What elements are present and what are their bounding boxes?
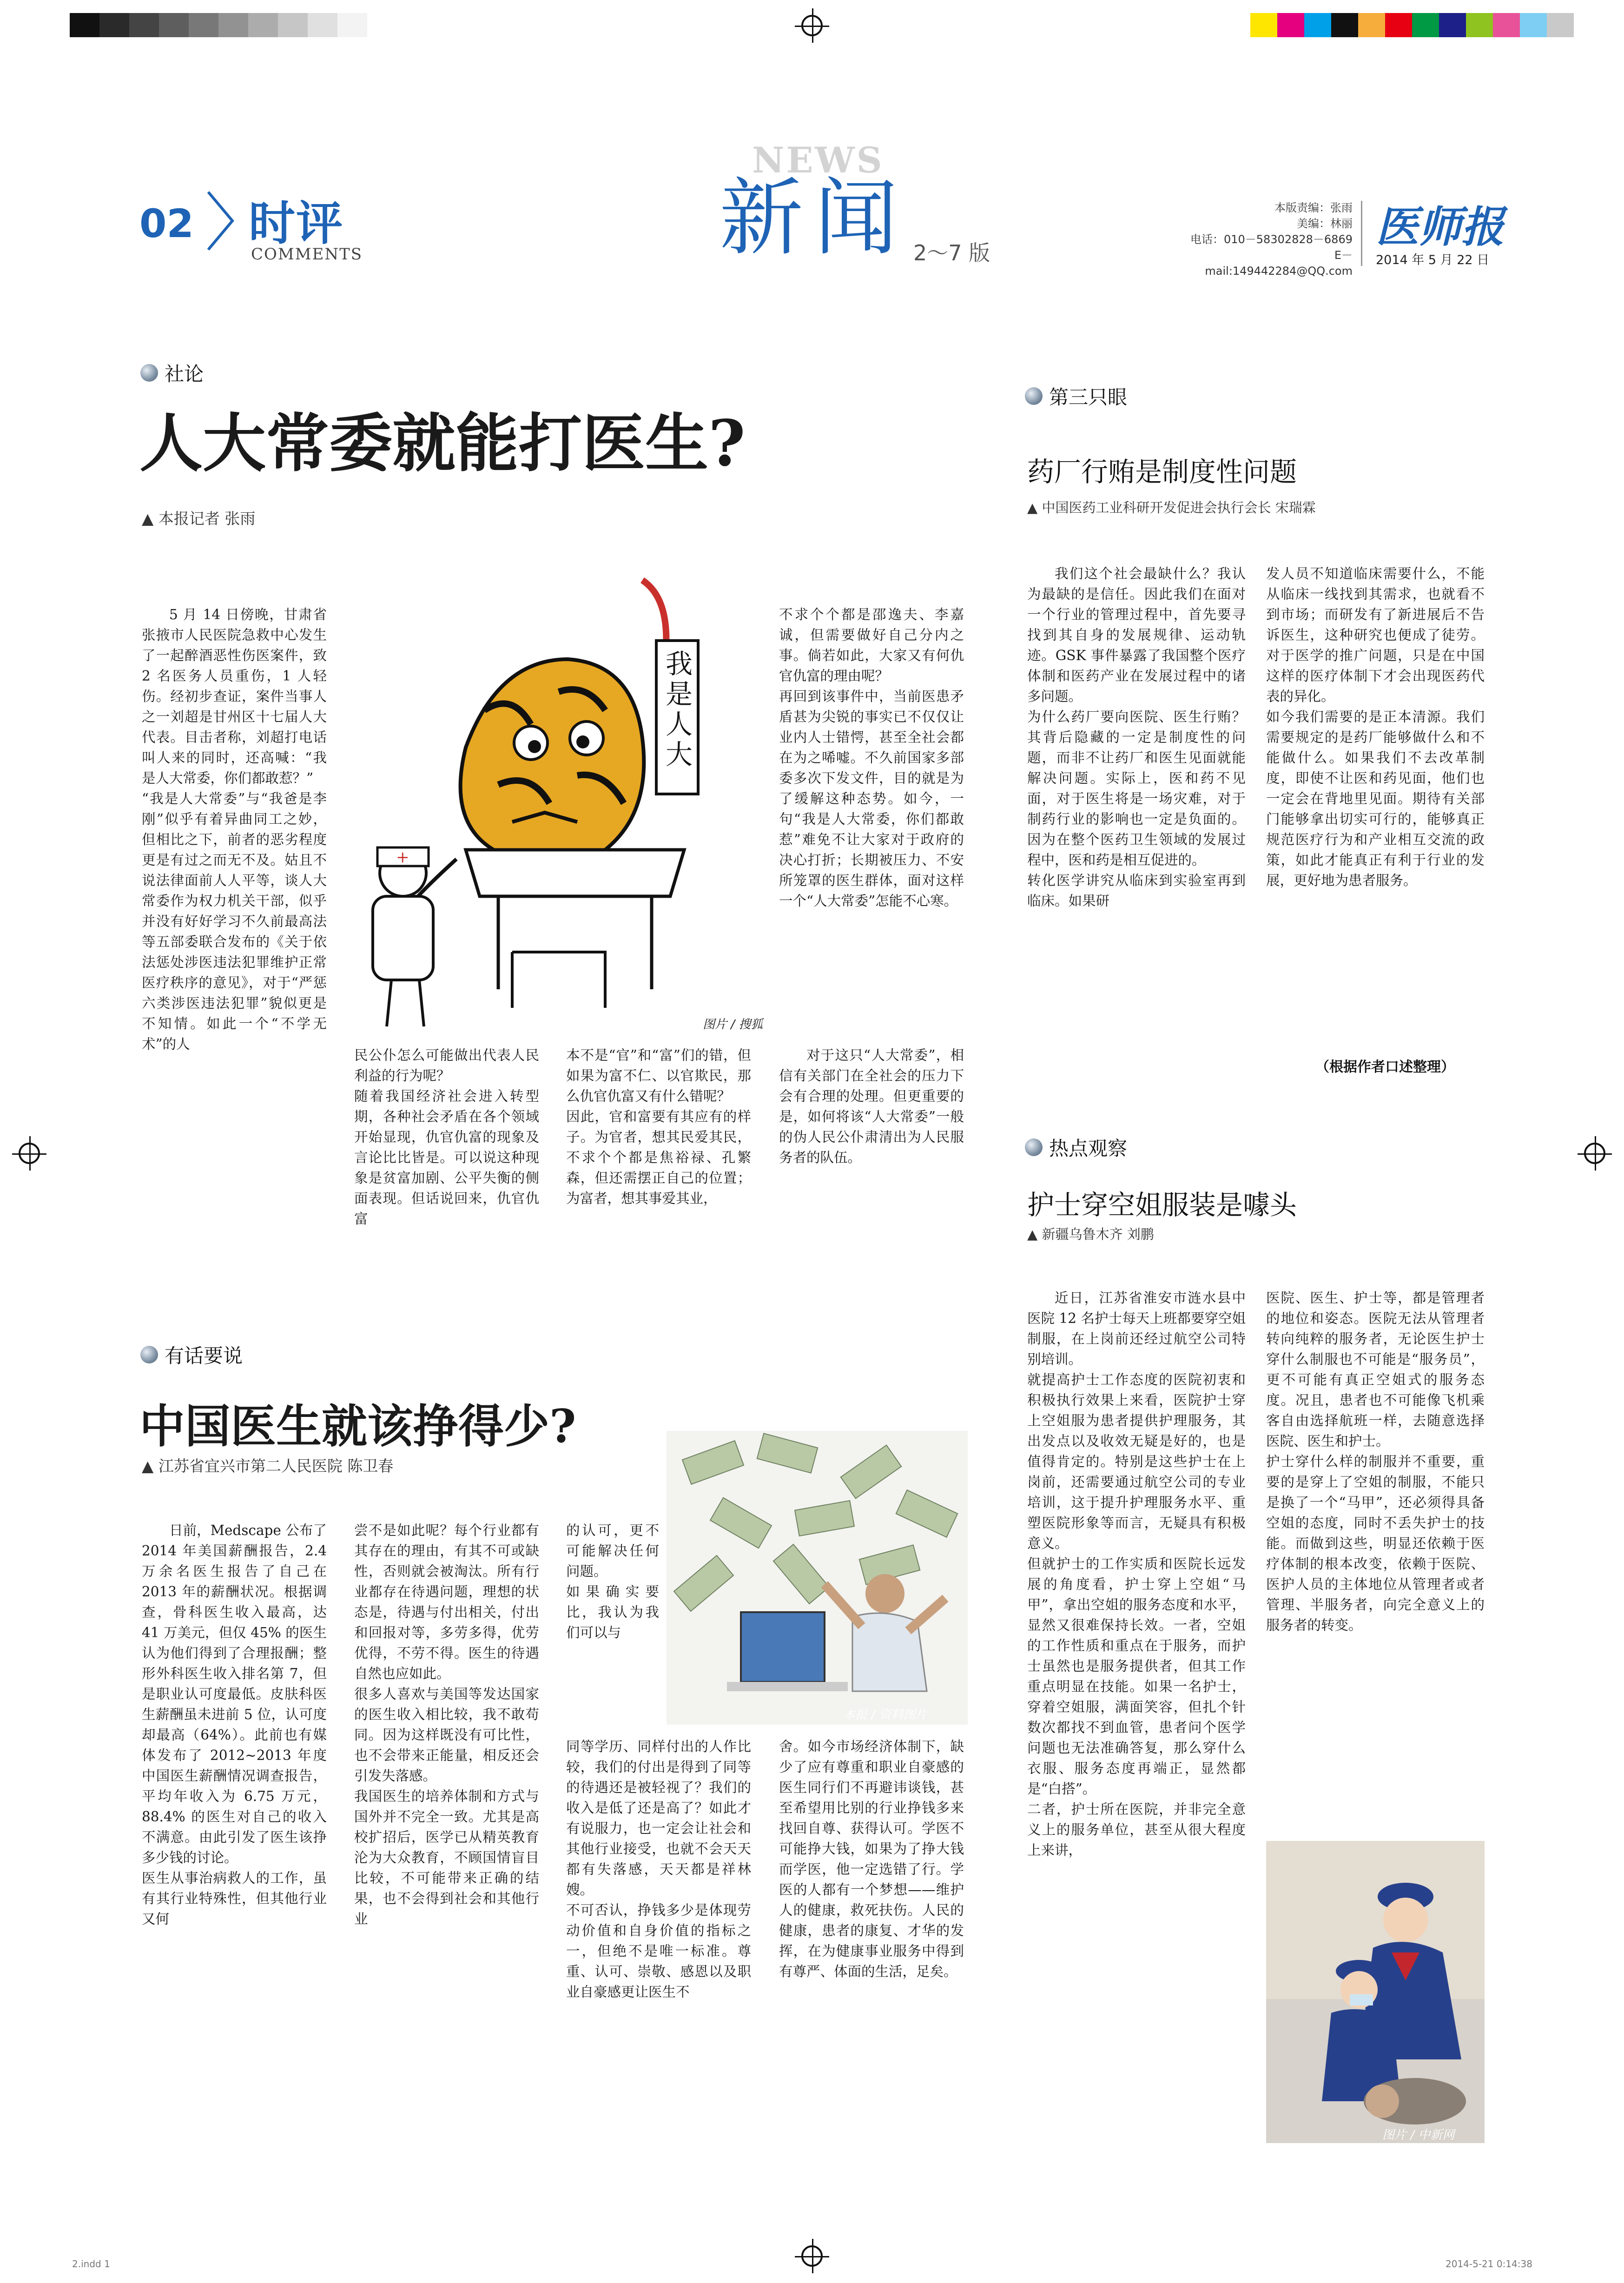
- bullet-icon: [140, 1346, 158, 1363]
- section-title: 时评: [249, 196, 343, 251]
- article2-col1: 日前，Medscape 公布了 2014 年美国薪酬报告，2.4 万余名医生报告了自己在 2013 年的薪酬状况。根据调查，骨科医生收入最高，达 41 万美元，但仅 45% 的医生认为他们得到了合理报酬；整形外科医生收入排名第 7，但是职业认可度最低。皮肤科医生薪酬虽未进前 5 位，认可度却最高（64%）。此前也有媒体发布了 2012~2013 年度中国医生薪酬情况调查报告，平均年收入为 6.75 万元，88.4% 的医生对自己的收入不满意。由此引发了医生该挣多少钱的讨论。 医生从事治病救人的工作，虽有其行业特殊性，但其他行业又何: [142, 1522, 327, 1927]
- gray-swatch: [70, 13, 99, 37]
- gray-swatch: [159, 13, 189, 37]
- color-swatch: [1304, 13, 1331, 37]
- paper-logo: 医师报: [1376, 202, 1505, 252]
- page-number: 02: [139, 201, 194, 246]
- tiger-illustration: [345, 571, 772, 1036]
- issue-date: 2014 年 5 月 22 日: [1376, 253, 1490, 267]
- gray-swatch: [278, 13, 308, 37]
- nurse-photo: [1266, 1841, 1485, 2143]
- svg-text:是: 是: [666, 678, 693, 710]
- footer-file: 2.indd 1: [72, 2258, 110, 2270]
- section-tag-editorial: [140, 359, 204, 387]
- section-tag-third-eye: [1025, 382, 1127, 410]
- color-swatch: [1385, 13, 1412, 37]
- gray-swatch: [218, 13, 248, 37]
- registration-mark-bottom: [801, 2245, 823, 2267]
- money-photo: [667, 1431, 968, 1725]
- article1-col2b: 本不是“官”和“富”们的错，但如果为富不仁、以官欺民，那么仇官仇富又有什么错呢？ 因此，官和富要有其应有的样子。为官者，想其民爱其民，不求个个都是焦裕禄、孔繁森，但还需摆正自己的位置；为富者，想其事爱其业，: [566, 1047, 751, 1206]
- bullet-icon: [1025, 387, 1043, 405]
- news-label-en: NEWS: [752, 139, 884, 181]
- section-tag-opinion: [140, 1341, 243, 1369]
- gray-swatch: [248, 13, 278, 37]
- article3-col1: 我们这个社会最缺什么？我认为最缺的是信任。因此我们在面对一个行业的管理过程中，首先要寻找到其自身的发展规律、运动轨迹。GSK 事件暴露了我国整个医疗体制和医药产业在发展过程中的诸多问题。 为什么药厂要向医院、医生行贿？其背后隐藏的一定是制度性的问题，而非不让药厂和医生见面就能解决问题。实际上，医和药不见面，对于医生将是一场灾难，对于制药行业的影响也一定是负面的。因为在整个医药卫生领域的发展过程中，医和药是相互促进的。 转化医学讲究从临床到实验室再到临床。如果研: [1027, 566, 1246, 909]
- color-swatch: [1493, 13, 1520, 37]
- editor-info: [1190, 200, 1353, 279]
- color-swatch: [1277, 13, 1304, 37]
- headline-1: 人大常委就能打医生?: [139, 406, 746, 481]
- color-swatch: [1358, 13, 1385, 37]
- footer-timestamp: 2014-5-21 0:14:38: [1446, 2258, 1532, 2270]
- bullet-icon: [1025, 1138, 1043, 1156]
- color-swatch: [1331, 13, 1358, 37]
- headline-2: 中国医生就该挣得少?: [139, 1400, 576, 1453]
- tag-label: 热点观察: [1049, 1137, 1128, 1160]
- article3-note: （根据作者口述整理）: [1315, 1059, 1455, 1075]
- byline-4: ▲ 新疆乌鲁木齐 刘鹏: [1027, 1226, 1154, 1242]
- svg-text:我: 我: [666, 648, 693, 680]
- article2-col3b: 同等学历、同样付出的人作比较，我们的付出是得到了同等的待遇还是被轻视了？我们的收入是低了还是高了？如此才有说服力，也一定会让社会和其他行业接受，也就不会天天都有失落感，天天都是祥林嫂。 不可否认，挣钱多少是体现劳动价值和自身价值的指标之一，但绝不是唯一标准。尊重、认可、崇敬、感恩以及职业自豪感更让医生不: [566, 1739, 751, 2000]
- tag-label: 有话要说: [165, 1344, 243, 1367]
- article4-col2: 医院、医生、护士等，都是管理者的地位和姿态。医院无法从管理者转向纯粹的服务者，无论医生护士穿什么制服也不可能是“服务员”，更不可能有真正空姐式的服务态度。况且，患者也不可能像飞机乘客自由选择航班一样，去随意选择医院、医生和护士。 护士穿什么样的制服并不重要，重要的是穿上了空姐的制服，不能只是换了一个“马甲”，还必须得具备空姐的态度，同时不丢失护士的技能。而做到这些，明显还依赖于医疗体制的根本改变，依赖于医院、医护人员的主体地位从管理者或者管理、半服务者，向完全意义上的服务者的转变。: [1266, 1290, 1485, 1633]
- money-illustration: [667, 1431, 968, 1725]
- tag-label: 第三只眼: [1049, 386, 1128, 409]
- color-swatch: [1412, 13, 1439, 37]
- tag-label: 社论: [165, 363, 204, 385]
- svg-text:人: 人: [666, 708, 693, 740]
- article2-col3: 的认可，更不可能解决任何问题。 如果确实要比，我认为我们可以与: [566, 1522, 659, 1641]
- page-range: 2～7 版: [913, 240, 990, 265]
- svg-text:大: 大: [666, 739, 693, 770]
- phone: 电话：010－58302828－6869: [1190, 233, 1353, 246]
- byline-3: ▲ 中国医药工业科研开发促进会执行会长 宋瑞霖: [1027, 500, 1316, 516]
- image-caption-2: 本报 / 资料图片: [843, 1708, 928, 1722]
- registration-mark-top: [801, 15, 823, 36]
- svg-text:+: +: [396, 848, 409, 867]
- headline-3: 药厂行贿是制度性问题: [1027, 456, 1297, 488]
- article2-col2: 尝不是如此呢？每个行业都有其存在的理由，有其不可或缺性，否则就会被淘汰。所有行业都存在待遇问题，理想的状态是，待遇与付出相关，付出和回报对等，多劳多得，优劳优得，不劳不得。医生的待遇自然也应如此。 很多人喜欢与美国等发达国家的医生收入相比较，我不敢苟同。因为这样既没有可比性，也不会带来正能量，相反还会引发失落感。 我国医生的培养体制和方式与国外并不完全一致。尤其是高校扩招后，医学已从精英教育沦为大众教育，不顾国情盲目比较，不可能带来正确的结果，也不会得到社会和其他行业: [354, 1522, 539, 1927]
- color-swatch: [1466, 13, 1493, 37]
- image-caption-4: 图片 / 中新网: [1382, 2128, 1455, 2142]
- article3-col2: 发人员不知道临床需要什么，不能从临床一线找到其需求，也就看不到市场；而研发有了新进展后不告诉医生，这种研究也便成了徒劳。对于医学的推广问题，只是在中国这样的医疗体制下才会出现医药代表的异化。 如今我们需要的是正本清源。我们需要规定的是药厂能够做什么和不能做什么。如果我们不去改革制度，即使不让医和药见面，他们也一定会在背地里见面。期待有关部门能够拿出切实可行的，能够真正规范医疗行为和产业相互交流的政策，如此才能真正有利于行业的发展，更好地为患者服务。: [1266, 566, 1485, 888]
- registration-mark-left: [19, 1143, 40, 1164]
- article1-col3b: 对于这只“人大常委”，相信有关部门在全社会的压力下会有合理的处理。但更重要的是，如何将该“人大常委”一般的伪人民公仆肃清出为人民服务者的队伍。: [779, 1047, 964, 1165]
- email: E－mail:149442284@QQ.com: [1205, 249, 1353, 278]
- headline-4: 护士穿空姐服装是噱头: [1027, 1189, 1297, 1221]
- image-caption-1: 图片 / 搜狐: [703, 1018, 763, 1032]
- gray-swatch: [129, 13, 159, 37]
- gray-swatch: [308, 13, 337, 37]
- color-swatch: [1439, 13, 1466, 37]
- divider: [1361, 201, 1362, 266]
- gray-swatch: [189, 13, 218, 37]
- gray-swatch: [99, 13, 129, 37]
- color-swatch: [1250, 13, 1277, 37]
- registration-mark-right: [1584, 1143, 1605, 1164]
- editor: 本版责编：张雨: [1274, 201, 1353, 214]
- article1-col3: 不求个个都是邵逸夫、李嘉诚，但需要做好自己分内之事。倘若如此，大家又有何仇官仇富的理由呢？ 再回到该事件中，当前医患矛盾甚为尖锐的事实已不仅仅让业内人士错愕，甚至全社会都在为之唏嘘。不久前国家多部委多次下发文件，目的就是为了缓解这种态势。如今，一句“我是人大常委，你们都敢惹”难免不让大家对于政府的决心打折；长期被压力、不安所笼罩的医生群体，面对这样一个“人大常委”怎能不心寒。: [779, 607, 964, 909]
- article2-col4: 舍。如今市场经济体制下，缺少了应有尊重和职业自豪感的医生同行们不再避讳谈钱，甚至希望用比别的行业挣钱多来找回自尊、获得认可。学医不可能挣大钱，如果为了挣大钱而学医，他一定选错了行。学医的人都有一个梦想——维护人的健康，救死扶伤。人民的健康，患者的康复、才华的发挥，在为健康事业服务中得到有尊严、体面的生活，足矣。: [779, 1739, 964, 1979]
- section-tag-hot-topic: [1025, 1133, 1127, 1161]
- color-swatch: [1547, 13, 1574, 37]
- gray-swatch: [337, 13, 367, 37]
- article1-col1: 5 月 14 日傍晚，甘肃省张掖市人民医院急救中心发生了一起醉酒恶性伤医案件，致 2 名医务人员重伤，1 人轻伤。经初步查证，案件当事人之一刘超是甘州区十七届人大代表。目击者称，刘超打电话叫人来的同时，还高喊：“我是人大常委，你们都敢惹？” “我是人大常委”与“我爸是李刚”似乎有着异曲同工之妙，但相比之下，前者的恶劣程度更是有过之而无不及。姑且不说法律面前人人平等，谈人大常委作为权力机关干部，似乎并没有好好学习不久前最高法等五部委联合发布的《关于依法惩处涉医违法犯罪维护正常医疗秩序的意见》，对于“严惩六类涉医违法犯罪”貌似更是不知情。如此一个“不学无术”的人: [142, 607, 327, 1052]
- byline-1: ▲ 本报记者 张雨: [142, 510, 256, 528]
- news-label: 新闻: [720, 170, 910, 267]
- tiger-cartoon: [345, 571, 772, 1036]
- article1-col2: 民公仆怎么可能做出代表人民利益的行为呢？ 随着我国经济社会进入转型期，各种社会矛盾在各个领域开始显现，仇官仇富的现象及言论比比皆是。可以说这种现象是贫富加剧、公平失衡的侧面表现。但话说回来，仇官仇富: [354, 1047, 539, 1227]
- nurse-illustration: [1266, 1841, 1485, 2143]
- bullet-icon: [140, 364, 158, 382]
- designer: 美编：林丽: [1297, 217, 1353, 230]
- color-swatch: [1520, 13, 1547, 37]
- chevron-right-icon: [205, 188, 237, 253]
- article4-col1: 近日，江苏省淮安市涟水县中医院 12 名护士每天上班都要穿空姐制服，在上岗前还经过航空公司特别培训。 就提高护士工作态度的医院初衷和积极执行效果上来看，医院护士穿上空姐服为患者提供护理服务，其出发点以及收效无疑是好的，也是值得肯定的。特别是这些护士在上岗前，还需要通过航空公司的专业培训，这于提升护理服务水平、重塑医院形象等而言，无疑具有积极意义。 但就护士的工作实质和医院长远发展的角度看，护士穿上空姐“马甲”，拿出空姐的服务态度和水平，显然又很难保持长效。一者，空姐的工作性质和重点在于服务，而护士虽然也是服务提供者，但其工作重点明显在技能。如果一名护士，穿着空姐服，满面笑容，但扎个针数次都找不到血管，患者问个医学问题也无法准确答复，那么穿什么衣服、服务态度再端正，显然都是“白搭”。 二者，护士所在医院，并非完全意义上的服务单位，甚至从很大程度上来讲，: [1027, 1290, 1246, 1858]
- byline-2: ▲ 江苏省宜兴市第二人民医院 陈卫春: [142, 1457, 394, 1475]
- section-title-en: COMMENTS: [251, 245, 363, 264]
